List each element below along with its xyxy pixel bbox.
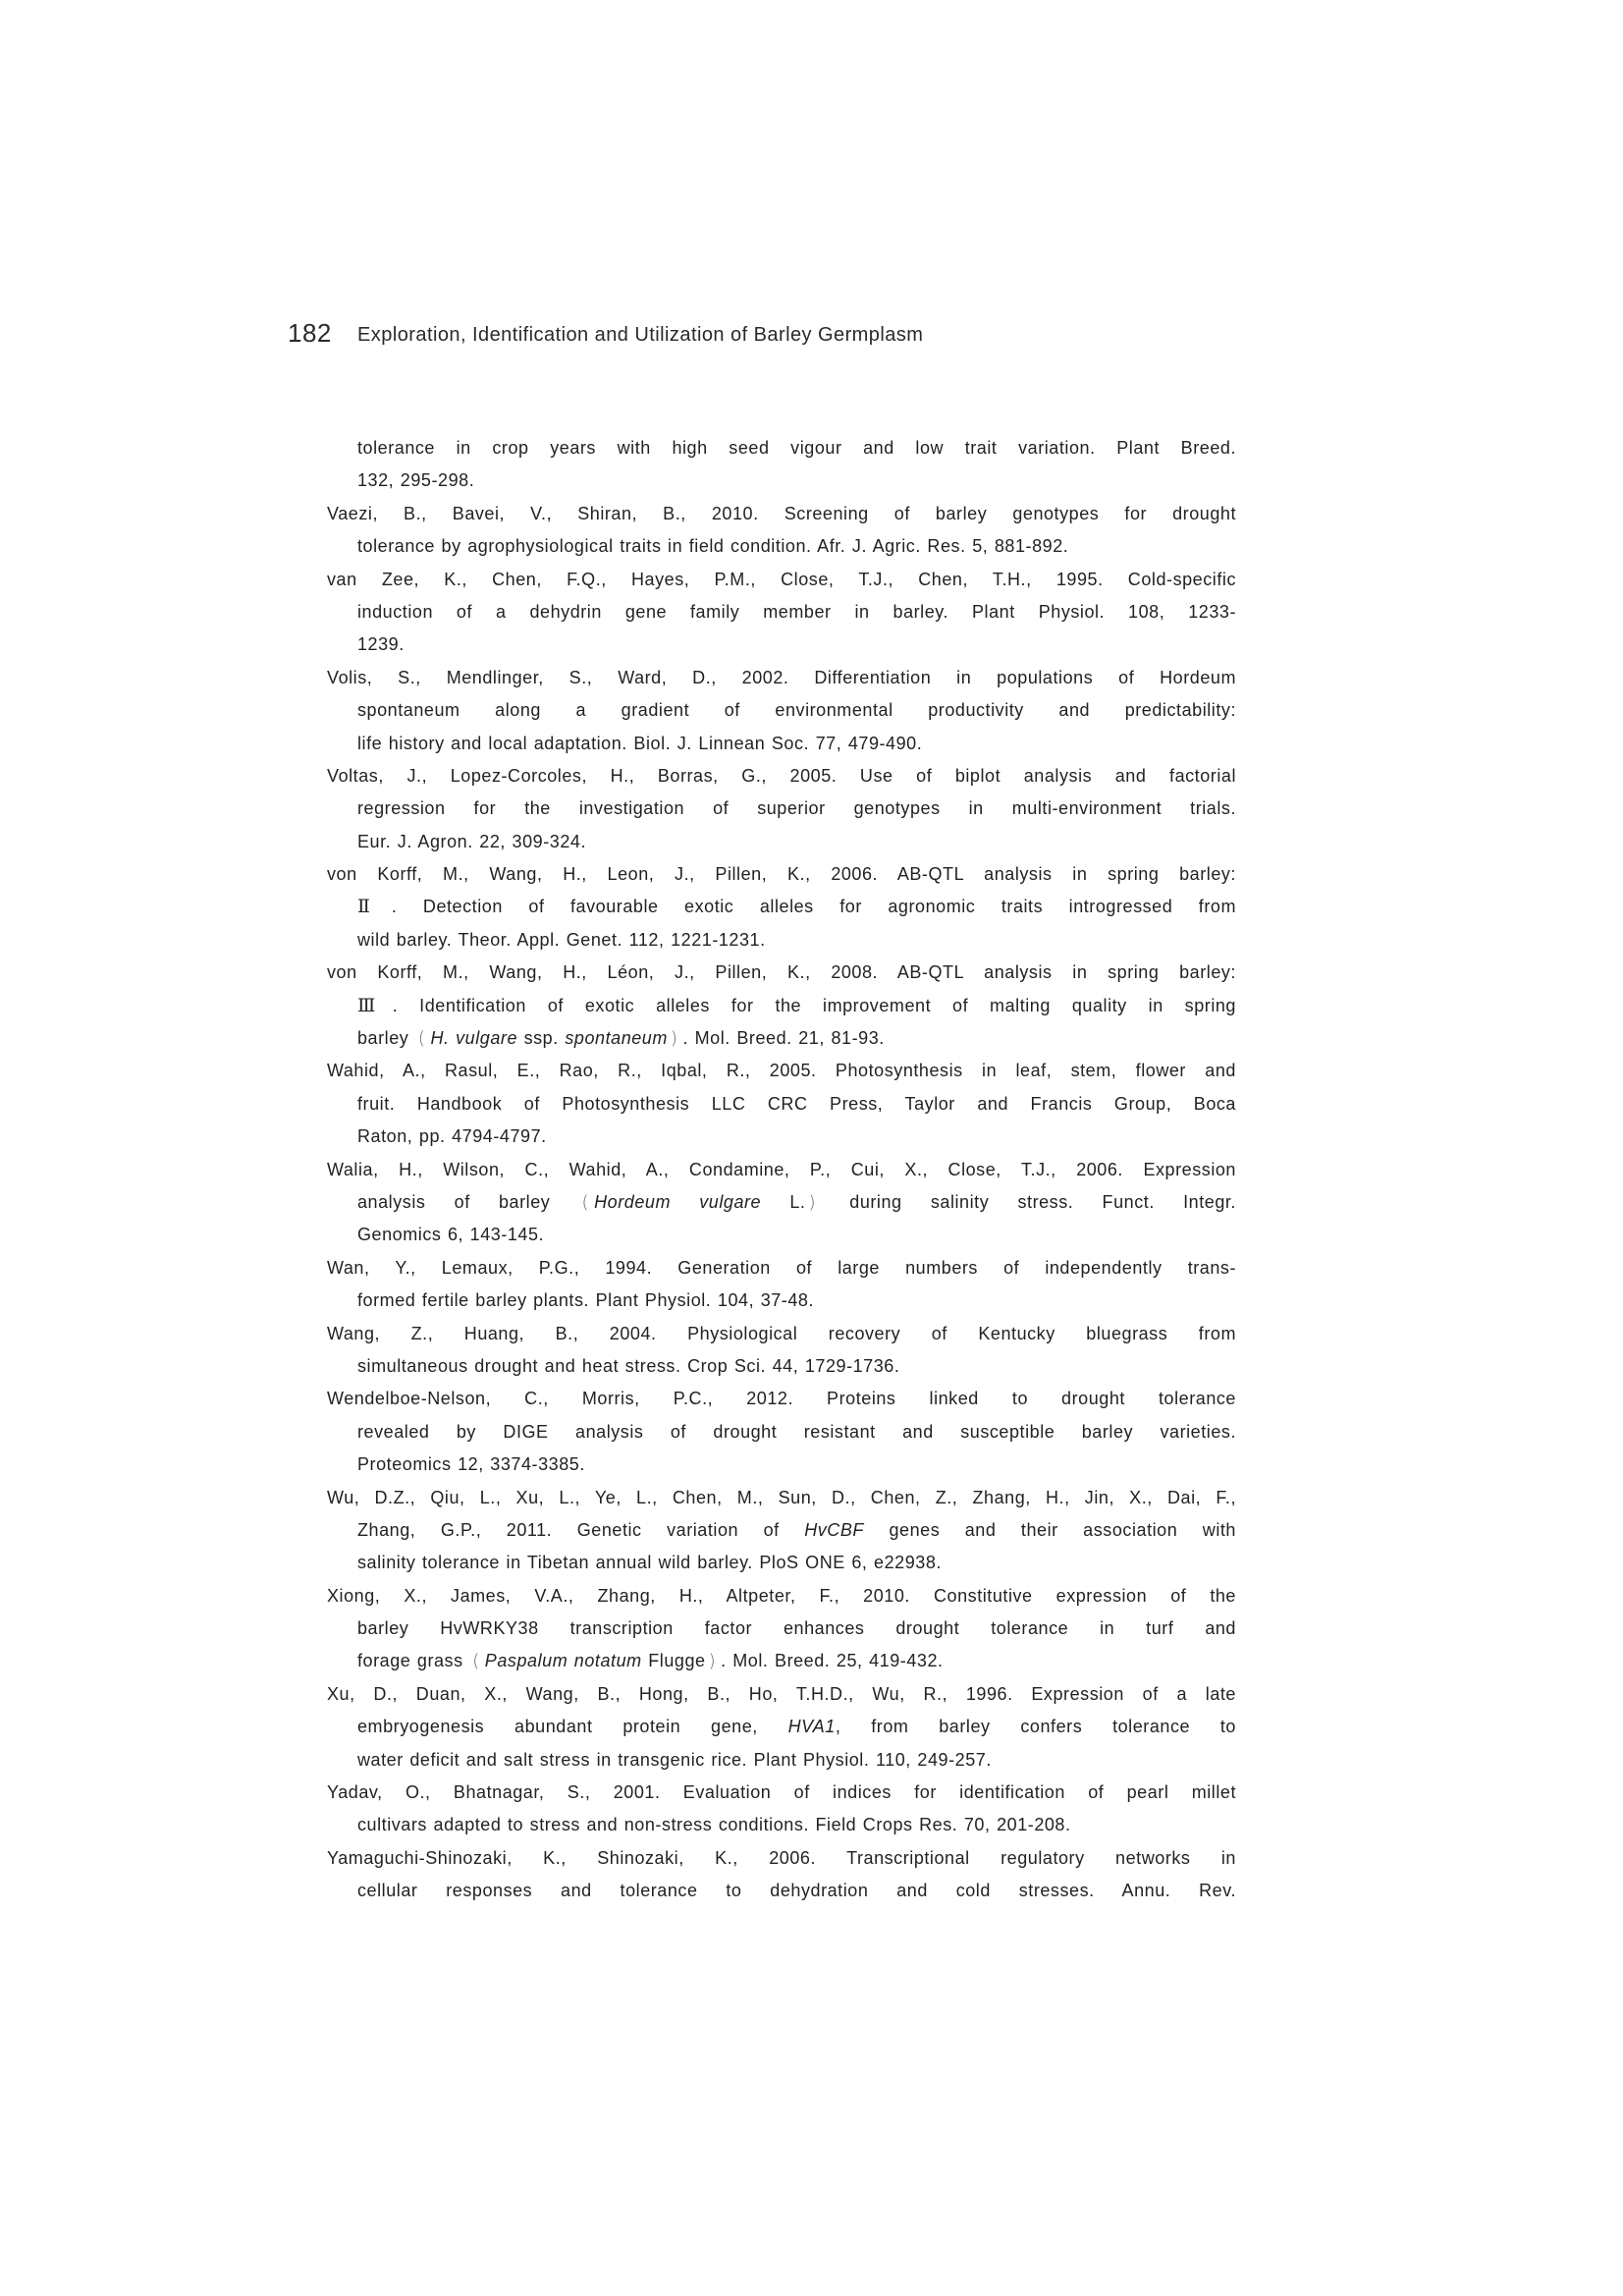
reference-line	[357, 924, 1236, 957]
reference-entry	[327, 957, 1236, 1055]
reference-line	[327, 957, 1236, 989]
reference-line	[357, 1613, 1236, 1645]
reference-line	[327, 760, 1236, 793]
parenthesis: (	[581, 1191, 590, 1213]
reference-line	[327, 1055, 1236, 1087]
reference-entry	[327, 564, 1236, 662]
reference-entry	[327, 1055, 1236, 1153]
reference-line	[327, 1580, 1236, 1613]
reference-line	[357, 1645, 1236, 1677]
reference-line	[357, 1350, 1236, 1383]
reference-text: Wu, D.Z., Qiu, L., Xu, L., Ye, L., Chen, M., Sun, D., Chen, Z., Zhang, H., Jin, X., Dai, F.,	[327, 1487, 1236, 1507]
reference-text: tolerance in crop years with high seed vigour and low trait variation. Plant Breed.	[357, 438, 1236, 458]
reference-line	[357, 1744, 1236, 1777]
page-number: 182	[288, 318, 332, 348]
italic-text: HVA1	[787, 1717, 836, 1737]
reference-entry	[327, 1678, 1236, 1777]
reference-text: Raton, pp. 4794-4797.	[357, 1126, 547, 1147]
reference-line	[327, 564, 1236, 596]
reference-text: Yamaguchi-Shinozaki, K., Shinozaki, K., 2006. Transcriptional regulatory networks in	[327, 1847, 1236, 1868]
reference-line	[327, 1318, 1236, 1350]
parenthesis: )	[670, 1028, 678, 1050]
reference-entry	[327, 1252, 1236, 1318]
reference-line	[357, 432, 1236, 465]
reference-entry	[327, 760, 1236, 858]
reference-entry	[327, 1383, 1236, 1481]
reference-text: revealed by DIGE analysis of drought resistant and susceptible barley varieties.	[357, 1421, 1236, 1442]
parenthesis: )	[808, 1191, 817, 1213]
reference-text: salinity tolerance in Tibetan annual wild barley. PloS ONE 6, e22938.	[357, 1553, 942, 1573]
reference-entry	[327, 662, 1236, 760]
reference-text: Yadav, O., Bhatnagar, S., 2001. Evaluation of indices for identification of pearl millet	[327, 1782, 1236, 1803]
reference-line	[357, 1875, 1236, 1907]
reference-text: barley HvWRKY38 transcription factor enhances drought tolerance in turf and	[357, 1618, 1236, 1639]
reference-text: L.	[761, 1191, 806, 1212]
reference-text: . Identification of exotic alleles for the improvement of malting quality in spring	[392, 995, 1236, 1015]
reference-text: Flugge	[641, 1651, 706, 1671]
reference-text: genes and their association with	[863, 1519, 1236, 1540]
reference-text: embryogenesis abundant protein gene,	[357, 1717, 788, 1737]
reference-line	[357, 1711, 1236, 1743]
reference-text: during salinity stress. Funct. Integr.	[821, 1191, 1236, 1212]
reference-text: , from barley confers tolerance to	[835, 1717, 1236, 1737]
reference-text: barley	[357, 1028, 415, 1049]
reference-line	[327, 1383, 1236, 1415]
reference-line	[327, 1482, 1236, 1514]
reference-line	[357, 465, 1236, 497]
reference-text: Genomics 6, 143-145.	[357, 1225, 545, 1245]
reference-line	[357, 1219, 1236, 1251]
italic-text: Hordeum vulgare	[594, 1191, 762, 1212]
reference-line	[357, 793, 1236, 825]
reference-text: Wendelboe-Nelson, C., Morris, P.C., 2012. Proteins linked to drought tolerance	[327, 1389, 1236, 1409]
reference-text: Proteomics 12, 3374-3385.	[357, 1454, 585, 1475]
reference-line	[357, 1186, 1236, 1219]
reference-text: van Zee, K., Chen, F.Q., Hayes, P.M., Close, T.J., Chen, T.H., 1995. Cold-specific	[327, 569, 1236, 589]
reference-line	[327, 1842, 1236, 1875]
reference-line	[327, 498, 1236, 530]
reference-text: Wahid, A., Rasul, E., Rao, R., Iqbal, R., 2005. Photosynthesis in leaf, stem, flower and	[327, 1061, 1236, 1081]
reference-text: Vaezi, B., Bavei, V., Shiran, B., 2010. Screening of barley genotypes for drought	[327, 503, 1236, 523]
reference-text: 132, 295-298.	[357, 470, 475, 491]
reference-entry	[327, 1777, 1236, 1842]
reference-list	[327, 432, 1236, 1908]
reference-text: . Mol. Breed. 21, 81-93.	[682, 1028, 885, 1049]
reference-text: Walia, H., Wilson, C., Wahid, A., Condamine, P., Cui, X., Close, T.J., 2006. Expression	[327, 1159, 1236, 1179]
reference-text: formed fertile barley plants. Plant Physiol. 104, 37-48.	[357, 1290, 815, 1311]
roman-numeral: Ⅱ	[357, 897, 390, 918]
reference-text: analysis of barley	[357, 1191, 579, 1212]
reference-line	[357, 1121, 1236, 1153]
italic-text: H. vulgare	[430, 1028, 518, 1049]
reference-text: ssp.	[517, 1028, 566, 1049]
reference-line	[327, 1252, 1236, 1285]
reference-entry	[327, 498, 1236, 564]
running-title: Exploration, Identification and Utilization of Barley Germplasm	[357, 324, 924, 346]
reference-text: Voltas, J., Lopez-Corcoles, H., Borras, G., 2005. Use of biplot analysis and factorial	[327, 765, 1236, 786]
reference-text: Wan, Y., Lemaux, P.G., 1994. Generation of large numbers of independently trans-	[327, 1257, 1236, 1278]
reference-line	[357, 1088, 1236, 1121]
reference-entry	[327, 1154, 1236, 1252]
reference-entry	[327, 1580, 1236, 1678]
reference-line	[327, 1154, 1236, 1186]
italic-text: spontaneum	[565, 1028, 668, 1049]
reference-line	[357, 1449, 1236, 1481]
reference-entry	[327, 858, 1236, 957]
reference-text: water deficit and salt stress in transgenic rice. Plant Physiol. 110, 249-257.	[357, 1749, 992, 1770]
reference-text: regression for the investigation of superior genotypes in multi-environment trials.	[357, 798, 1236, 819]
italic-text: Paspalum notatum	[484, 1651, 642, 1671]
reference-text: simultaneous drought and heat stress. Crop Sci. 44, 1729-1736.	[357, 1355, 900, 1376]
reference-line	[357, 1022, 1236, 1055]
reference-line	[357, 826, 1236, 858]
reference-text: cultivars adapted to stress and non-stress conditions. Field Crops Res. 70, 201-208.	[357, 1815, 1071, 1835]
reference-line	[357, 1547, 1236, 1579]
reference-text: tolerance by agrophysiological traits in field condition. Afr. J. Agric. Res. 5, 881-892.	[357, 536, 1069, 557]
reference-text: life history and local adaptation. Biol. J. Linnean Soc. 77, 479-490.	[357, 733, 923, 753]
reference-line	[357, 728, 1236, 760]
roman-numeral: Ⅲ	[357, 995, 391, 1016]
reference-text: fruit. Handbook of Photosynthesis LLC CRC Press, Taylor and Francis Group, Boca	[357, 1093, 1236, 1114]
reference-text: Eur. J. Agron. 22, 309-324.	[357, 831, 586, 851]
italic-text: HvCBF	[804, 1519, 864, 1540]
reference-entry	[327, 1482, 1236, 1580]
reference-entry	[327, 1318, 1236, 1384]
reference-text: wild barley. Theor. Appl. Genet. 112, 1221-1231.	[357, 929, 766, 950]
reference-text: Volis, S., Mendlinger, S., Ward, D., 2002. Differentiation in populations of Hordeum	[327, 667, 1236, 687]
reference-text: forage grass	[357, 1651, 470, 1671]
parenthesis: (	[472, 1651, 480, 1672]
parenthesis: )	[708, 1651, 717, 1672]
reference-line	[357, 891, 1236, 923]
reference-text: induction of a dehydrin gene family member in barley. Plant Physiol. 108, 1233-	[357, 601, 1236, 622]
reference-text: . Mol. Breed. 25, 419-432.	[721, 1651, 944, 1671]
parenthesis: (	[417, 1028, 426, 1050]
reference-text: von Korff, M., Wang, H., Leon, J., Pillen, K., 2006. AB-QTL analysis in spring barley:	[327, 864, 1236, 885]
reference-text: Wang, Z., Huang, B., 2004. Physiological recovery of Kentucky bluegrass from	[327, 1323, 1236, 1343]
reference-line	[357, 1416, 1236, 1449]
reference-text: . Detection of favourable exotic alleles for agronomic traits introgressed from	[391, 897, 1236, 917]
reference-line	[357, 1285, 1236, 1317]
reference-text: cellular responses and tolerance to dehydration and cold stresses. Annu. Rev.	[357, 1881, 1236, 1901]
reference-entry	[327, 1842, 1236, 1908]
reference-line	[327, 858, 1236, 891]
reference-line	[357, 629, 1236, 661]
reference-line	[357, 1809, 1236, 1841]
reference-text: 1239.	[357, 634, 405, 655]
reference-line	[357, 1514, 1236, 1547]
reference-line	[357, 530, 1236, 563]
reference-line	[357, 694, 1236, 727]
reference-line	[327, 662, 1236, 694]
reference-text: Zhang, G.P., 2011. Genetic variation of	[357, 1519, 805, 1540]
reference-line	[357, 596, 1236, 629]
reference-text: Xiong, X., James, V.A., Zhang, H., Altpeter, F., 2010. Constitutive expression of the	[327, 1585, 1236, 1606]
reference-text: Xu, D., Duan, X., Wang, B., Hong, B., Ho, T.H.D., Wu, R., 1996. Expression of a late	[327, 1683, 1236, 1704]
reference-line	[357, 990, 1236, 1022]
reference-text: von Korff, M., Wang, H., Léon, J., Pillen, K., 2008. AB-QTL analysis in spring barley:	[327, 962, 1236, 983]
reference-entry	[327, 432, 1236, 498]
reference-text: spontaneum along a gradient of environmental productivity and predictability:	[357, 700, 1236, 721]
reference-line	[327, 1777, 1236, 1809]
reference-line	[327, 1678, 1236, 1711]
